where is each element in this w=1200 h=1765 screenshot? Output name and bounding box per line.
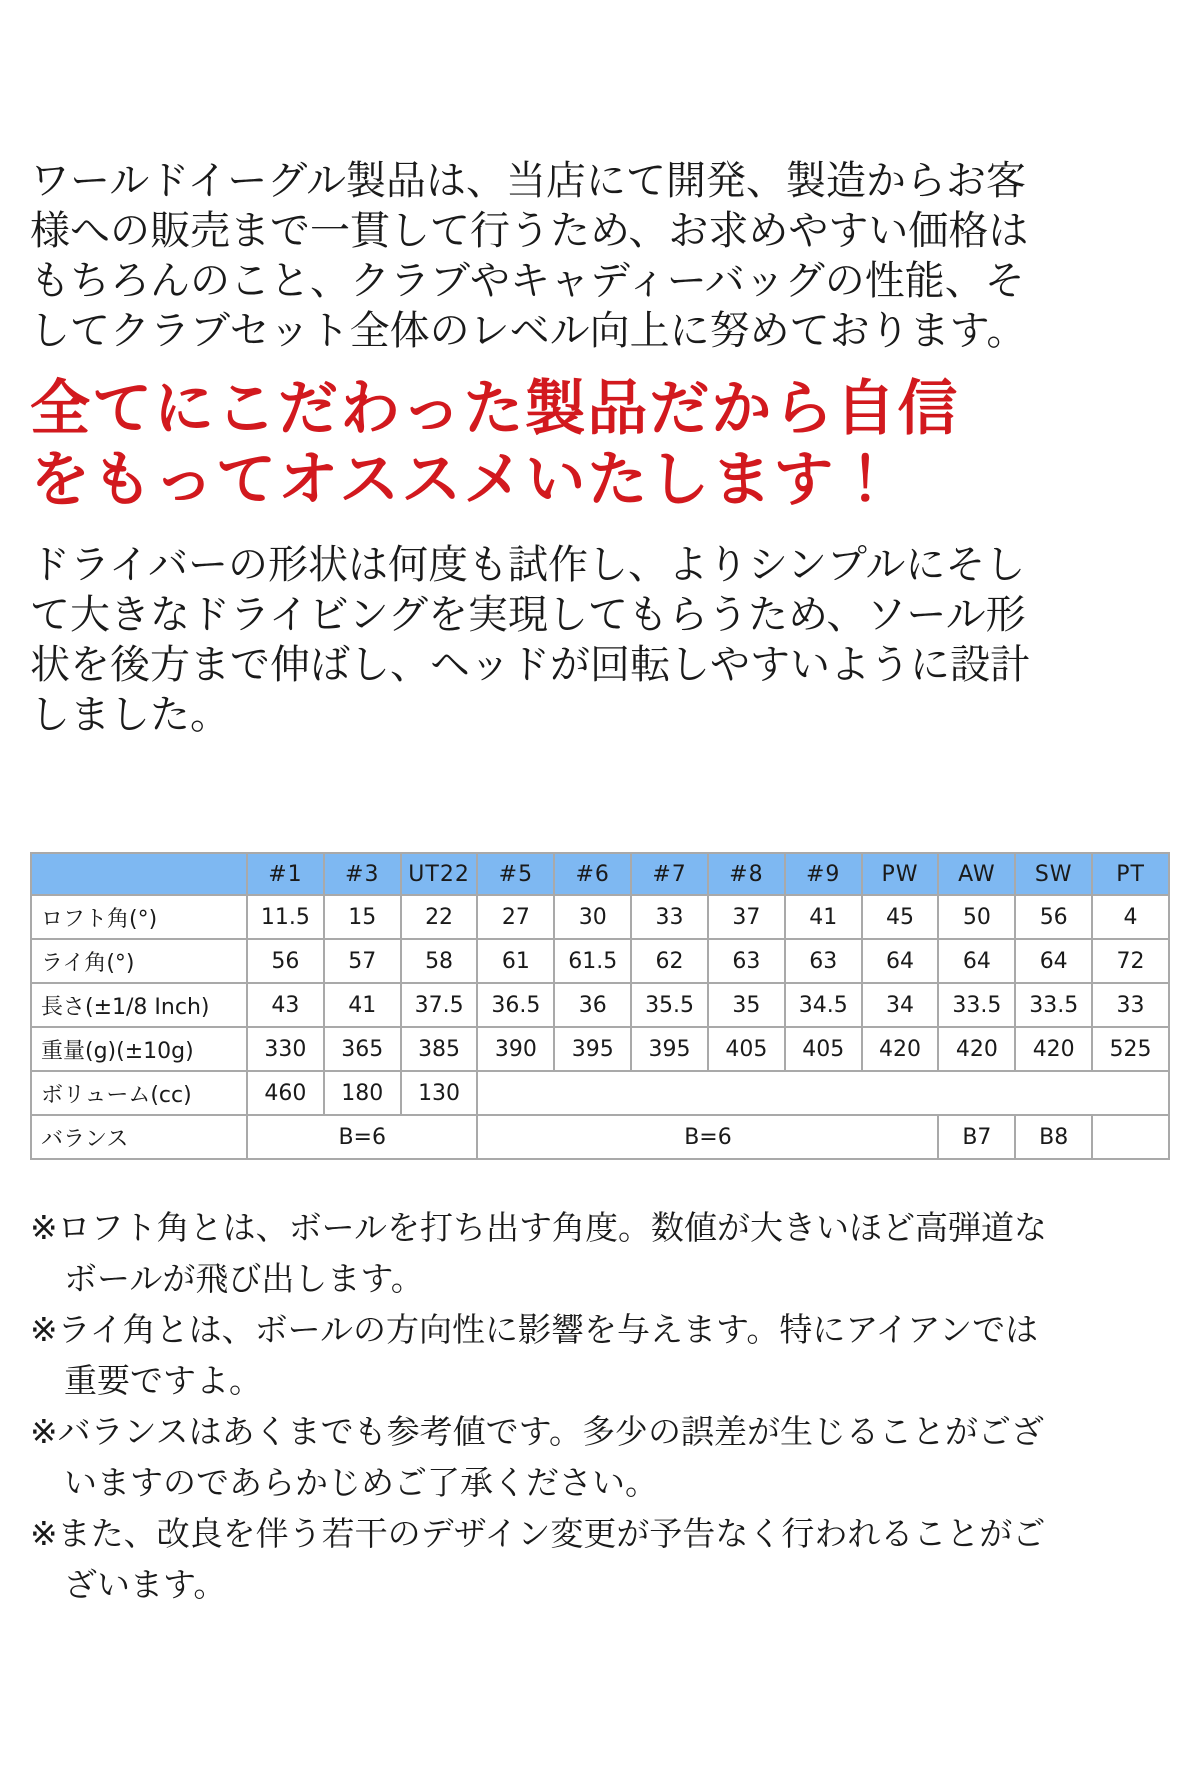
spec-cell: 405 [785, 1027, 862, 1071]
spec-row [31, 1071, 1169, 1115]
spec-cell: 22 [401, 895, 478, 939]
spec-cell: 35 [708, 983, 785, 1027]
spec-cell: 420 [862, 1027, 939, 1071]
spec-cell: 63 [708, 939, 785, 983]
spec-row-label: 長さ(±1/8 Inch) [31, 983, 247, 1027]
spec-cell: 37.5 [401, 983, 478, 1027]
spec-cell: B=6 [477, 1115, 938, 1159]
spec-cell: 365 [324, 1027, 401, 1071]
spec-cell: 36 [554, 983, 631, 1027]
spec-cell: 50 [938, 895, 1015, 939]
spec-cell: 460 [247, 1071, 324, 1115]
spec-row [31, 1027, 1169, 1071]
spec-cell: 395 [631, 1027, 708, 1071]
spec-cell: 330 [247, 1027, 324, 1071]
spec-cell: B=6 [247, 1115, 477, 1159]
spec-cell: 64 [1015, 939, 1092, 983]
spec-column-header: #8 [708, 853, 785, 895]
spec-cell: B8 [1015, 1115, 1092, 1159]
spec-cell: 36.5 [477, 983, 554, 1027]
spec-cell: 45 [862, 895, 939, 939]
spec-cell: 395 [554, 1027, 631, 1071]
spec-cell: 57 [324, 939, 401, 983]
intro-paragraph: ワールドイーグル製品は、当店にて開発、製造からお客様への販売まで一貫して行うため、お求めやすい価格はもちろんのこと、クラブやキャディーバッグの性能、そしてクラブセット全体のレベル向上に努めております。 [30, 158, 1029, 354]
spec-row-label: ロフト角(°) [31, 895, 247, 939]
spec-cell: 61.5 [554, 939, 631, 983]
spec-cell: 405 [708, 1027, 785, 1071]
spec-row-label: 重量(g)(±10g) [31, 1027, 247, 1071]
spec-cell: 37 [708, 895, 785, 939]
spec-cell: 41 [324, 983, 401, 1027]
spec-cell: 56 [247, 939, 324, 983]
spec-table-body [31, 895, 1169, 1159]
spec-column-header: AW [938, 853, 1015, 895]
spec-cell: 56 [1015, 895, 1092, 939]
spec-cell [1092, 1115, 1169, 1159]
spec-cell [477, 1071, 1169, 1115]
spec-cell: 33 [1092, 983, 1169, 1027]
spec-cell: 64 [938, 939, 1015, 983]
footnote-item: ※バランスはあくまでも参考値です。多少の誤差が生じることがございますのであらかじめご了承ください。 [30, 1412, 1045, 1502]
spec-cell: 390 [477, 1027, 554, 1071]
spec-row [31, 983, 1169, 1027]
spec-cell: 33.5 [1015, 983, 1092, 1027]
spec-cell: 43 [247, 983, 324, 1027]
spec-cell: 180 [324, 1071, 401, 1115]
spec-row [31, 895, 1169, 939]
spec-cell: 35.5 [631, 983, 708, 1027]
spec-cell: 525 [1092, 1027, 1169, 1071]
spec-column-header: SW [1015, 853, 1092, 895]
spec-cell: 420 [1015, 1027, 1092, 1071]
spec-cell: 41 [785, 895, 862, 939]
footnotes-list [30, 1202, 1060, 1610]
spec-row-label: ボリューム(cc) [31, 1071, 247, 1115]
driver-paragraph: ドライバーの形状は何度も試作し、よりシンプルにそして大きなドライビングを実現してもらうため、ソール形状を後方まで伸ばし、ヘッドが回転しやすいように設計しました。 [30, 542, 1030, 738]
spec-column-header: #6 [554, 853, 631, 895]
footnote-item: ※また、改良を伴う若干のデザイン変更が予告なく行われることがございます。 [30, 1514, 1046, 1604]
footnote-item: ※ライ角とは、ボールの方向性に影響を与えます。特にアイアンでは重要ですよ。 [30, 1310, 1039, 1400]
spec-column-header: PT [1092, 853, 1169, 895]
spec-column-header: #5 [477, 853, 554, 895]
spec-table [30, 852, 1170, 1160]
spec-column-header: #7 [631, 853, 708, 895]
spec-cell: 11.5 [247, 895, 324, 939]
spec-column-header: #9 [785, 853, 862, 895]
spec-cell: 420 [938, 1027, 1015, 1071]
spec-header-row [31, 853, 1169, 895]
highlight-heading: 全てにこだわった製品だから自信をもってオススメいたします！ [30, 374, 960, 515]
spec-cell: 4 [1092, 895, 1169, 939]
spec-column-header: #1 [247, 853, 324, 895]
spec-row [31, 939, 1169, 983]
spec-cell: 385 [401, 1027, 478, 1071]
spec-row [31, 1115, 1169, 1159]
spec-cell: 61 [477, 939, 554, 983]
spec-row-label: バランス [31, 1115, 247, 1159]
spec-cell: 62 [631, 939, 708, 983]
spec-column-header: PW [862, 853, 939, 895]
spec-cell: 64 [862, 939, 939, 983]
spec-cell: 30 [554, 895, 631, 939]
spec-cell: 63 [785, 939, 862, 983]
spec-cell: 34.5 [785, 983, 862, 1027]
spec-corner-cell [31, 853, 247, 895]
spec-column-header: UT22 [401, 853, 478, 895]
spec-cell: 130 [401, 1071, 478, 1115]
spec-cell: 58 [401, 939, 478, 983]
spec-row-label: ライ角(°) [31, 939, 247, 983]
spec-cell: 33.5 [938, 983, 1015, 1027]
spec-cell: 27 [477, 895, 554, 939]
spec-cell: 34 [862, 983, 939, 1027]
spec-cell: B7 [938, 1115, 1015, 1159]
spec-column-header: #3 [324, 853, 401, 895]
footnote-item: ※ロフト角とは、ボールを打ち出す角度。数値が大きいほど高弾道なボールが飛び出します。 [30, 1208, 1047, 1298]
spec-cell: 15 [324, 895, 401, 939]
spec-cell: 72 [1092, 939, 1169, 983]
spec-cell: 33 [631, 895, 708, 939]
